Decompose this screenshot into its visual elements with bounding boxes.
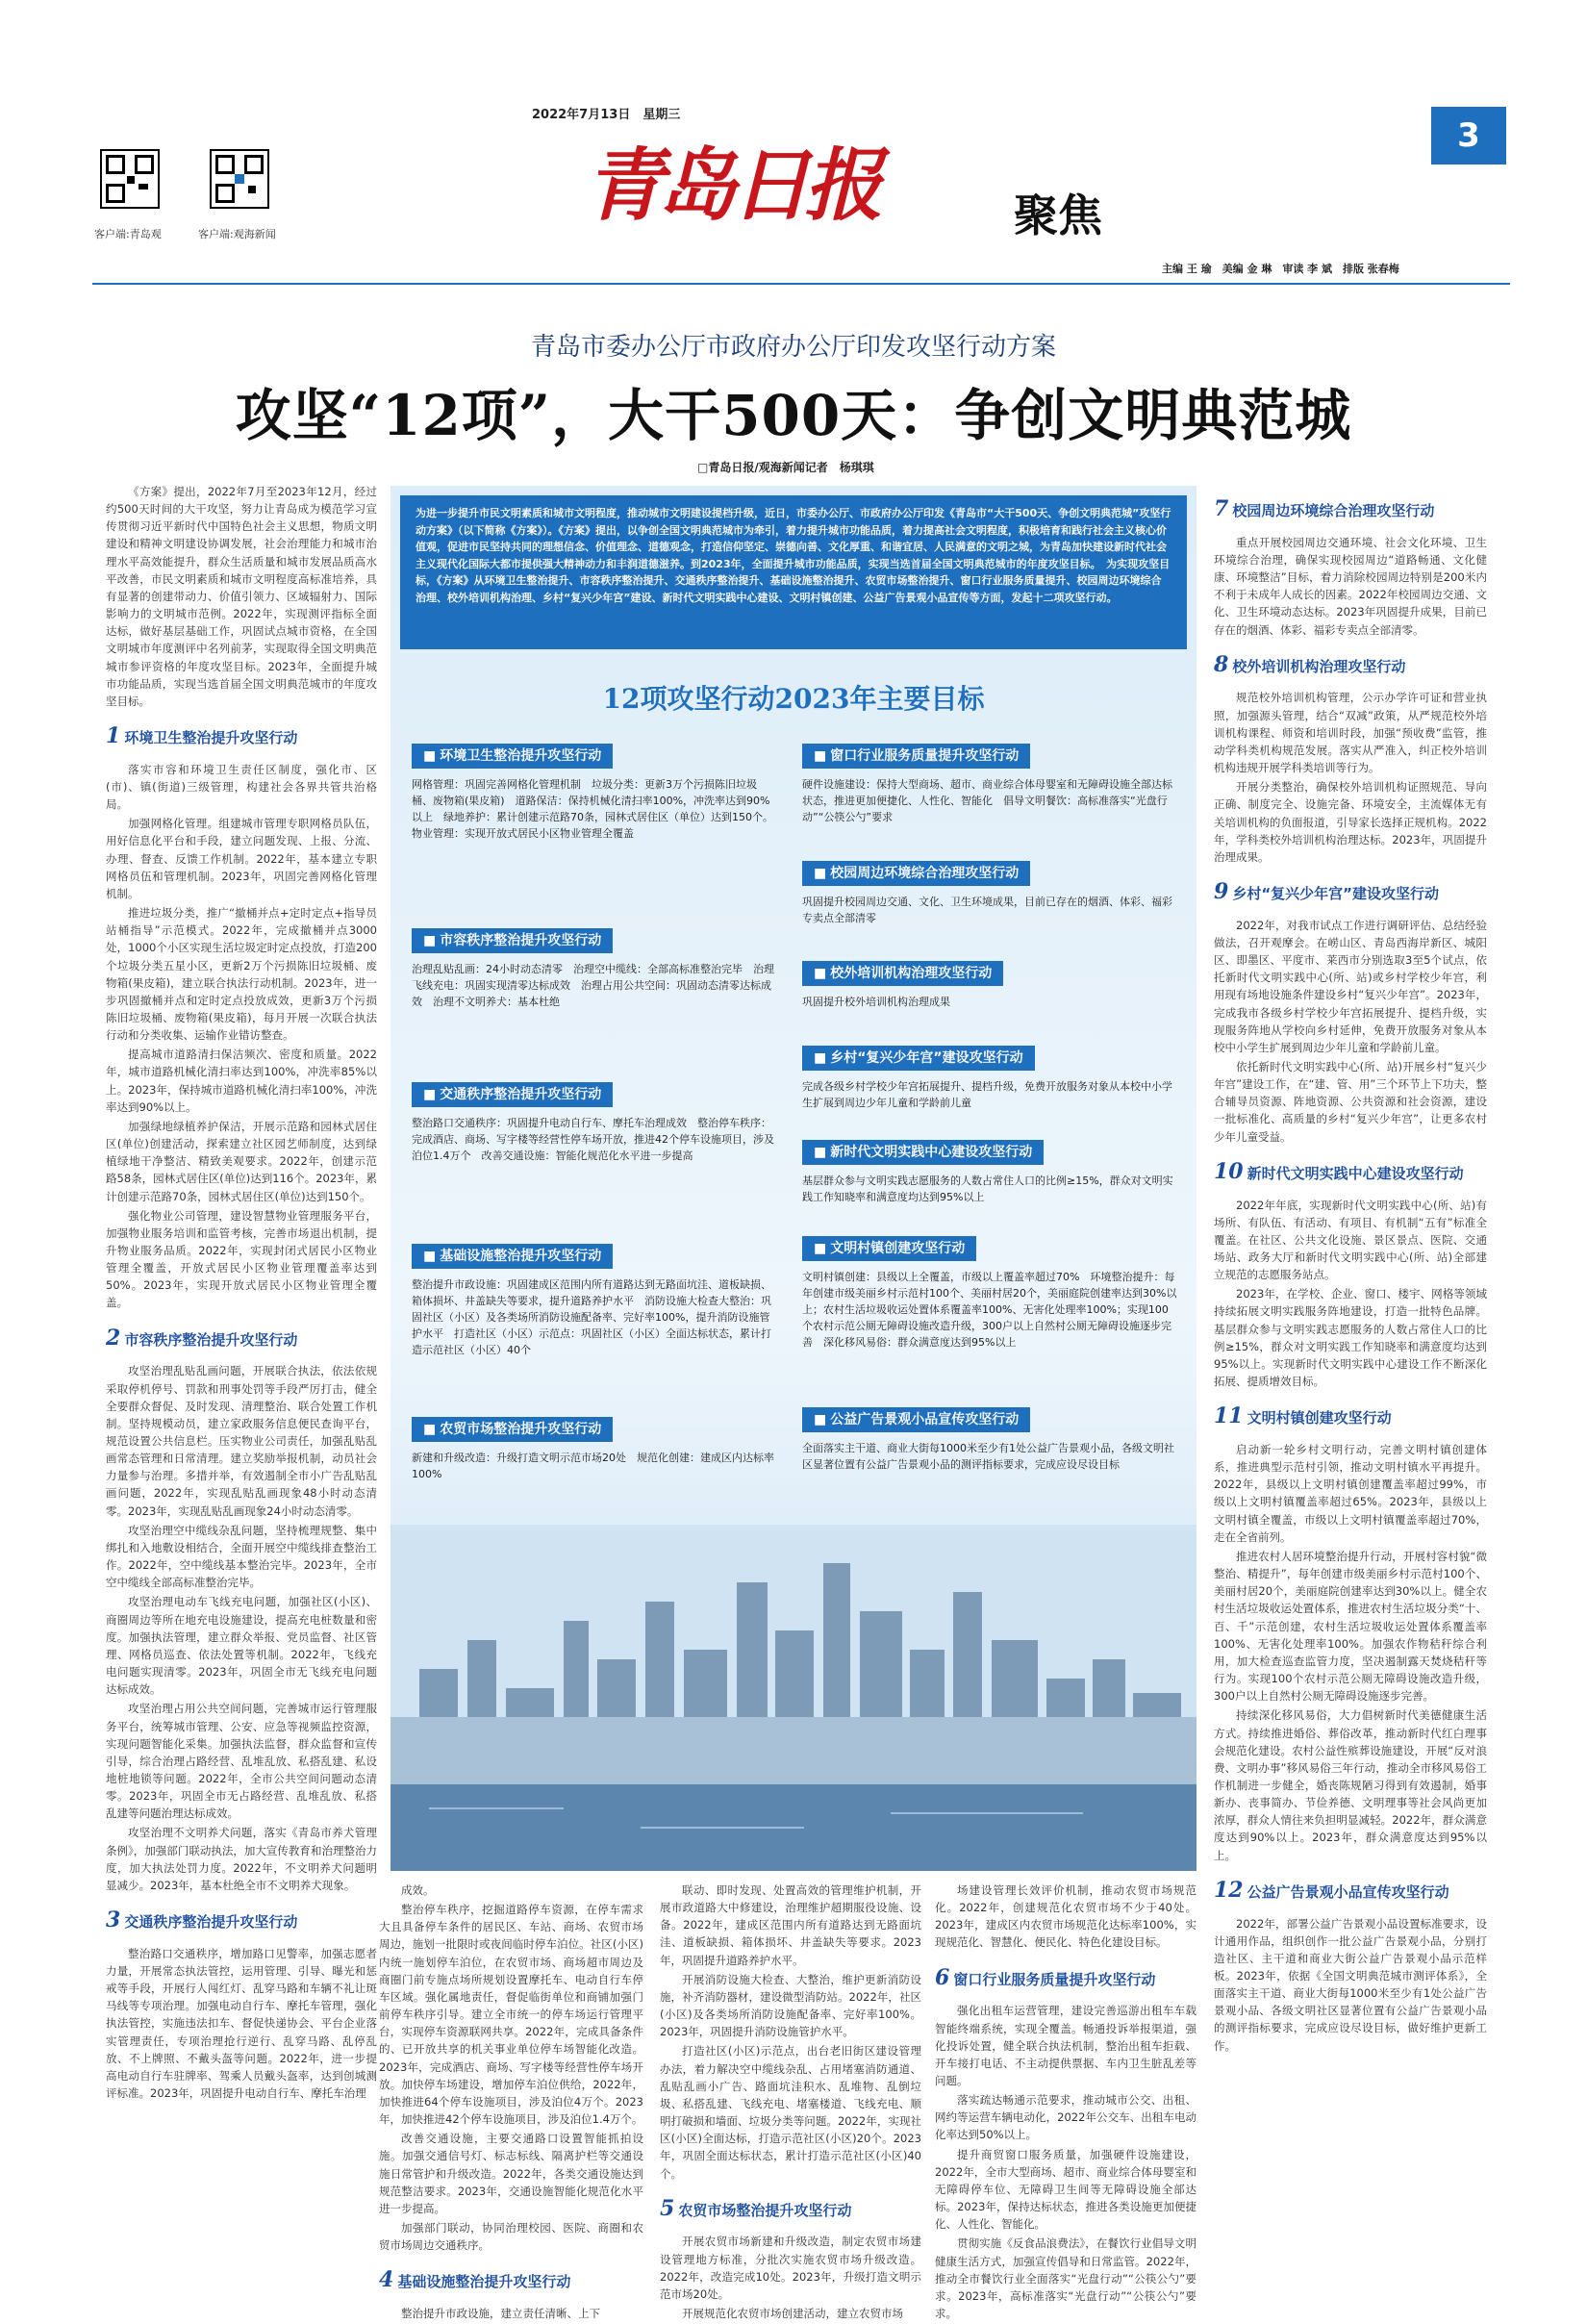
city-skyline-image [390, 1525, 1197, 1871]
s10-p1: 2022年年底，实现新时代文明实践中心(所、站)有场所、有队伍、有活动、有项目、有机制“五有”标准全覆盖。在社区、公共文化设施、景区景点、医院、交通场站、政务大厅和新时代文明实践中心(所、站)全部建立规范的志愿服务站点。 [1214, 1198, 1487, 1282]
section-3-heading: 3 交通秩序整治提升攻坚行动 [106, 1907, 298, 1933]
s6-p1: 强化出租车运营管理，建设完善巡游出租车车载智能终端系统，实现全覆盖。畅通投诉举报渠道，强化投诉处置，健全联合执法机制，整治出租车拒载、开车接打电话、不主动提供票据、车内卫生脏乱差等问题。 [935, 2004, 1197, 2087]
s10-p2: 2023年，在学校、企业、窗口、楼宇、网格等领域持续拓展文明实践服务阵地建设，打造一批特色品牌。基层群众参与文明实践志愿服务的人数占常住人口的比例≥15%，群众对文明实践工作知晓率和满意度均达到95%以上。实现新时代文明实践中心建设工作不断深化拓展、提质增效目标。 [1214, 1287, 1487, 1389]
s5-p1: 开展农贸市场新建和升级改造，制定农贸市场建设管理地方标准，分批次实施农贸市场升级改造。2022年，改造完成10处。2023年，升级打造文明示范市场20处。 [660, 2235, 921, 2301]
s2-p4: 攻坚治理占用公共空间问题，完善城市运行管理服务平台，统筹城市管理、公安、应急等视频监控资源，实现问题智能化采集。加强执法监督，群众监督和宣传引导，综合治理占路经营、乱堆乱放、私搭乱建、私设地桩地锁等问题。2022年，全市公共空间问题动态清零。2023年，巩固全市无占路经营、乱堆乱放、私搭乱建等问题治理达标成效。 [106, 1702, 377, 1821]
section-5-heading: 5 农贸市场整治提升攻坚行动 [660, 2195, 852, 2221]
box-r7-text: 全面落实主干道、商业大街每1000米至少有1处公益广告景观小品，各级文明社区显著位置有公益广告景观小品的测评指标要求，完成应设尽设目标 [802, 1442, 1174, 1472]
s2-p5: 攻坚治理不文明养犬问题，落实《青岛市养犬管理条例》，加强部门联动执法，加大宣传教育和治理整治力度，加大执法处罚力度。2022年，不文明养犬问题明显减少。2023年，基本杜绝全市不文明养犬现象。 [106, 1826, 377, 1892]
s4b-p1: 联动、即时发现、处置高效的管理维护机制，开展市政道路大中修建设，治理维护超期服役设施、设备。2022年，建成区范围内所有道路达到无路面坑洼、道板缺损、箱体损坏、井盖缺失等要求。2023年，巩固提升道路养护水平。 [660, 1883, 921, 1967]
qr-code-1[interactable] [100, 149, 160, 209]
box-r5-text: 基层群众参与文明实践志愿服务的人数占常住人口的比例≥15%，群众对文明实践工作知晓率和满意度均达到95%以上 [802, 1175, 1173, 1204]
section-name: 聚焦 [1014, 189, 1102, 241]
s9-p2: 依托新时代文明实践中心(所、站)开展乡村“复兴少年宫”建设工作，在“建、管、用”三个环节上下功夫，整合辅导员资源、阵地资源、公共资源和社会资源，建设一批标准化、高质量的乡村“复兴少年宫”，让更多农村少年儿童受益。 [1214, 1060, 1487, 1144]
lead-paragraph: 《方案》提出，2022年7月至2023年12月，经过约500天时间的大干攻坚，努力让青岛成为模范学习宣传贯彻习近平新时代中国特色社会主义思想，物质文明建设和精神文明建设协调发展，社会治理能力和城市治理水平高效能提升，群众生活质量和城市发展品质高水平改善，市民文明素质和城市文明程度高标准培养，具有显著的创建带动力、价值引领力、区域辐射力、国际影响力的文明城市范例。2022年，实现测评指标全面达标，做好基层基础工作，巩固试点城市资格，在全国文明城市年度测评中名列前茅，实现取得全国文明典范城市参评资格的年度攻坚目标。2023年，全面提升城市功能品质，实现当选首届全国文明典范城市的年度攻坚目标。 [106, 485, 377, 708]
s3b-p1: 成效。 [401, 1883, 435, 1897]
editor-credits: 主编 王 瑜 美编 金 琳 审读 李 斌 排版 张春梅 [1162, 263, 1399, 275]
section-1-heading: 1 环境卫生整治提升攻坚行动 [106, 723, 298, 749]
intro-text: 为进一步提升市民文明素质和城市文明程度，推动城市文明建设提档升级，近日，市委办公厅、市政府办公厅印发《青岛市“大干500天、争创文明典范城”攻坚行动方案》（以下简称《方案》）。《方案》提出，以争创全国文明典范城市为牵引，着力提升城市功能品质，着力提高社会文明程度，积极培育和践行社会主义核心价值观，促进市民坚持共同的理想信念、价值理念、道德观念，打造信仰坚定、崇德向善、文化厚重、和谐宜居、人民满意的文明之城，为青岛加快建设新时代社会主义现代化国际大都市提供强大精神动力和丰润道德滋养。到2023年，全面提升城市功能品质，实现当选首届全国文明典范城市的年度攻坚目标。 为实现攻坚目标，《方案》从环境卫生整治提升、市容秩序整治提升、交通秩序整治提升、基础设施整治提升、农贸市场整治提升、窗口行业服务质量提升、校园周边环境综合治理、校外培训机构治理、乡村“复兴少年宫”建设、新时代文明实践中心建设、文明村镇创建、公益广告景观小品宣传等方面，发起十二项攻坚行动。 [416, 507, 1171, 604]
section-4-heading: 4 基础设施整治提升攻坚行动 [379, 2267, 571, 2293]
s3b-p2: 整治停车秩序，挖掘道路停车资源，在停车需求大且具备停车条件的居民区、车站、商场、农贸市场周边，施划一批限时或夜间临时停车泊位。社区(小区)内统一施划停车泊位，在农贸市场、商场超市周边及商圈门前专施点场所规划设置摩托车、电动自行车停车区域。强化属地责任，督促临街单位和商铺加强门前停车秩序引导。建立全市统一的停车场运行管理平台，实现停车资源联网共享。2022年，完成具备条件的、已开放共享的机关事业单位停车场智能化改造。2023年，完成酒店、商场、写字楼等经营性停车场开放。加快停车场建设，增加停车泊位供给，2022年，加快推进64个停车设施项目，涉及泊位4万个。2023年，加快推进42个停车设施项目，涉及泊位1.4万个。 [379, 1903, 643, 2127]
section-8-heading: 8 校外培训机构治理攻坚行动 [1214, 651, 1406, 677]
box-r3-title: ■ 校外培训机构治理攻坚行动 [802, 961, 1003, 986]
box-l1-title: ■ 环境卫生整治提升攻坚行动 [412, 744, 613, 769]
s11-p3: 持续深化移风易俗，大力倡树新时代美德健康生活方式。持续推进婚俗、葬俗改革，推动新时代红白理事会规范化建设。农村公益性殡葬设施建设，开展“反对浪费、文明办事”移风易俗三年行动，推动全市移风易俗工作机制进一步健全，婚丧陈规陋习得到有效遏制，婚事新办、丧事简办、节俭养德、文明理事等社会风尚更加浓厚，群众人情往来负担明显减轻。2022年，群众满意度达到90%以上。2023年，群众满意度达到95%以上。 [1214, 1708, 1487, 1862]
s1-p4: 提高城市道路清扫保洁频次、密度和质量。2022年，城市道路机械化清扫率达到100%，冲洗率85%以上。2023年，保持城市道路机械化清扫率100%，冲洗率达到90%以上。 [106, 1048, 377, 1114]
left-column [106, 483, 377, 2104]
s1-p5: 加强绿地绿植养护保洁，开展示范路和园林式居住区(单位)创建活动，探索建立社区园艺师制度，达到绿植绿地干净整洁、精致美观要求。2022年，创建示范路58条，园林式居住区(单位)达到116个。2023年，累计创建示范路70条，园林式居住区(单位)达到150个。 [106, 1119, 377, 1203]
box-l4-text: 整治提升市政设施：巩固建成区范围内所有道路达到无路面坑洼、道板缺损、箱体损坏、井盖缺失等要求，提升道路养护水平 消防设施大检查大整治：巩固社区（小区）及各类场所消防设施配备率、完好率100%，提升消防设施管护水平 打造社区（小区）示范点：巩固社区（小区）全面达标状态，累计打造示范社区（小区）40个 [412, 1278, 771, 1357]
header-rule [92, 283, 1510, 285]
box-l3-text: 整治路口交通秩序：巩固提升电动自行车、摩托车治理成效 整治停车秩序：完成酒店、商场、写字楼等经营性停车场开放，推进42个停车设施项目，涉及泊位1.4万个 改善交通设施：智能化规范化水平进一步提高 [412, 1117, 774, 1163]
s6-p3: 提升商贸窗口服务质量，加强硬件设施建设，2022年，全市大型商场、超市、商业综合体母婴室和无障碍停车位、无障碍卫生间等无障碍设施全部达标。2023年，保持达标状态，推进各类设施更加便捷化、人性化、智能化。 [935, 2147, 1197, 2232]
s3b-p4: 加强部门联动，协同治理校园、医院、商圈和农贸市场周边交通秩序。 [379, 2220, 643, 2253]
s11-p1: 启动新一轮乡村文明行动，完善文明村镇创建体系，推进典型示范村引领，推动文明村镇水平再提升。2022年，县级以上文明村镇创建覆盖率超过99%，市级以上文明村镇覆盖率超过65%。2023年，县级以上文明村镇全覆盖，市级以上文明村镇覆盖率超过70%，走在全省前列。 [1214, 1443, 1487, 1544]
box-l3-title: ■ 交通秩序整治提升攻坚行动 [412, 1082, 613, 1107]
box-r5-title: ■ 新时代文明实践中心建设攻坚行动 [802, 1140, 1044, 1165]
box-r7-title: ■ 公益广告景观小品宣传攻坚行动 [802, 1407, 1030, 1432]
s5b-p1: 场建设管理长效评价机制，推动农贸市场规范化。2022年，创建规范化农贸市场不少于40处。2023年，建成区内农贸市场规范化达标率100%，实现规范化、智慧化、便民化、特色化建设目标。 [935, 1883, 1197, 1950]
s1-p2: 加强网格化管理。组建城市管理专职网格员队伍，用好信息化平台和手段，建立问题发现、上报、分流、办理、督查、反馈工作机制。2022年，基本建立专职网格员伍和管理机制。2023年，巩固完善网格化管理机制。 [106, 817, 377, 900]
s4b-p2: 开展消防设施大检查、大整治，维护更新消防设施，补齐消防器材，建设微型消防站。2022年，社区(小区)及各类场所消防设施配备率、完好率100%。2023年，巩固提升消防设施管护水平。 [660, 1972, 921, 2039]
box-l5-text: 新建和升级改造：升级打造文明示范市场20处 规范化创建：建成区内达标率100% [412, 1452, 774, 1481]
s11-p2: 推进农村人居环境整治提升行动，开展村容村貌“微整治、精提升”，每年创建市级美丽乡村示范村100个、美丽村居20个，美丽庭院创建率达到30%以上。健全农村生活垃圾收运处置体系，推进农村生活垃圾分类“十、百、千”示范创建，农村生活垃圾收运处置体系覆盖率100%、无害化处理率100%。加强农作物秸秆综合利用，加大检查巡查监管力度，坚决遏制露天焚烧秸秆等行为。实现100个农村示范公厕无障碍设施改造升级，300户以上自然村公厕无障碍设施逐步完善。 [1214, 1549, 1487, 1704]
box-r2-title: ■ 校园周边环境综合治理攻坚行动 [802, 861, 1030, 886]
box-r1-text: 硬件设施建设：保持大型商场、超市、商业综合体母婴室和无障碍设施全部达标状态，推进更加便捷化、人性化、智能化 倡导文明餐饮：高标准落实“光盘行动”“公筷公勺”要求 [802, 778, 1172, 824]
qr-caption-2: 客户端:观海新闻 [198, 228, 276, 240]
center-col-2 [660, 1882, 921, 2324]
page-number: 3 [1457, 116, 1480, 155]
s1-p6: 强化物业公司管理，建设智慧物业管理服务平台，加强物业服务培训和监管考核，完善市场退出机制，提升物业服务品质。2022年，实现封闭式居民小区物业管理全覆盖，开放式居民小区物业管理覆盖率达到50%。2023年，实现开放式居民小区物业管理全覆盖。 [106, 1208, 377, 1310]
masthead-logo: 青岛日报 [585, 139, 877, 232]
s1-p1: 落实市容和环境卫生责任区制度，强化市、区(市)、镇(街道)三级管理，构建社会各界共管共治格局。 [106, 762, 377, 812]
issue-date: 2022年7月13日 星期三 [532, 108, 681, 122]
center-col-3 [935, 1882, 1197, 2324]
section-2-heading: 2 市容秩序整治提升攻坚行动 [106, 1325, 298, 1351]
box-l4-title: ■ 基础设施整治提升攻坚行动 [412, 1244, 613, 1269]
box-r4-title: ■ 乡村“复兴少年宫”建设攻坚行动 [802, 1046, 1035, 1071]
box-r4-text: 完成各级乡村学校少年宫拓展提升、提档升级，免费开放服务对象从本校中小学生扩展到周边少年儿童和学龄前儿童 [802, 1080, 1172, 1110]
byline: □青岛日报/观海新闻记者 杨琪琪 [697, 461, 874, 474]
s6-p4: 贯彻实施《反食品浪费法》，在餐饮行业倡导文明健康生活方式，加强宣传倡导和日常监管。2022年，推动全市餐饮行业全面落实“光盘行动”“公筷公勺”要求。2023年，高标准落实“光盘行动”“公筷公勺”要求。 [935, 2236, 1197, 2321]
s8-p1: 规范校外培训机构管理，公示办学许可证和营业执照，加强源头管理，结合“双减”政策，从严规范校外培训机构课程、师资和培训时段，加强“预收费”监管，推动学科类机构规范发展。落实从严准入，纠正校外培训机构违规开展学科类培训等行为。 [1214, 691, 1487, 775]
s3-p1: 整治路口交通秩序，增加路口见警率，加强志愿者力量，开展常态执法管控，运用管理、引导、曝光和惩戒等手段，开展行人闯红灯、乱穿马路和车辆不礼让斑马线等专项治理。加强电动自行车、摩托车管理，强化执法管控，实施违法扣车、督促快递协会、平台企业落实管理责任，专项治理抢行逆行、乱穿马路、乱停乱放、不上牌照、不戴头盔等问题。2022年，进一步提高电动自行车驻牌率、驾乘人员戴头盔率，达到创城测评标准。2023年，巩固提升电动自行车、摩托车治理 [106, 1946, 377, 2101]
s12-p1: 2022年，部署公益广告景观小品设置标准要求，设计通用作品，组织创作一批公益广告景观小品，分别打造社区、主干道和商业大街公益广告景观小品示范样板。2023年，依据《全国文明典范城市测评体系》，全面落实主干道、商业大街每1000米至少有1处公益广告景观小品、各级文明社区显著位置有公益广告景观小品的测评指标要求，完成应设尽设目标，做好维护更新工作。 [1214, 1916, 1487, 2053]
s8-p2: 开展分类整治，确保校外培训机构证照规范、导向正确、制度完全、设施完备、环境安全，主流媒体无有关培训机构的负面报道，引导家长选择正规机构。2022年，学科类校外培训机构治理达标。2023年，巩固提升治理成果。 [1214, 780, 1487, 864]
s2-p3: 攻坚治理电动车飞线充电问题，加强社区(小区)、商圈周边等所在地充电设施建设，提高充电桩数量和密度。加强执法管理，建立群众举报、党员监督、社区管理、网格员巡查、依法处置等机制。2022年，飞线充电问题实现清零。2023年，巩固全市无飞线充电问题达标成效。 [106, 1595, 377, 1697]
s9-p1: 2022年，对我市试点工作进行调研评估、总结经验做法，召开观摩会。在崂山区、青岛西海岸新区、城阳区、即墨区、平度市、莱西市分别选取3至5个试点，依托新时代文明实践中心(所、站)或乡村学校少年宫，利用现有场地设施条件建设乡村“复兴少年宫”。2023年，完成我市各级乡村学校少年宫拓展提升、提档升级，实现服务阵地从学校向乡村延伸，免费开放服务对象从本校中小学生扩展到周边少年儿童和学龄前儿童。 [1214, 918, 1487, 1054]
s5-p2: 开展规范化农贸市场创建活动，建立农贸市场 [682, 2307, 903, 2321]
box-l2-title: ■ 市容秩序整治提升攻坚行动 [412, 928, 613, 953]
box-r3-text: 巩固提升校外培训机构治理成果 [802, 996, 950, 1008]
box-r6-title: ■ 文明村镇创建攻坚行动 [802, 1236, 976, 1261]
qr-code-2[interactable] [210, 149, 269, 209]
box-r1-title: ■ 窗口行业服务质量提升攻坚行动 [802, 744, 1030, 769]
center-col-1 [379, 1882, 643, 2324]
s3b-p3: 改善交通设施，主要交通路口设置智能抓拍设施。加强交通信号灯、标志标线、隔离护栏等交通设施日常管护和升级改造。2022年，各类交通设施达到规范整洁要求。2023年，交通设施智能化规范化水平进一步提高。 [379, 2132, 643, 2215]
section-10-heading: 10 新时代文明实践中心建设攻坚行动 [1214, 1158, 1464, 1184]
s2-p1: 攻坚治理乱贴乱画问题，开展联合执法，依法依规采取停机停号、罚款和刑事处罚等手段严厉打击，健全全要群众督促、及时发现、清理整治、联合处置工作机制。坚持规模动员，建立家政服务信息便民查询平台，规范设置公共信息栏。压实物业公司责任，加强乱贴乱画常态管理和日常清理。建立奖励举报机制，动员社会力量参与治理。多措并举，有效遏制全市小广告乱贴乱画问题，2022年，实现乱贴乱画现象48小时动态清零。2023年，实现乱贴乱画现象24小时动态清零。 [106, 1364, 377, 1518]
intro-box [400, 495, 1187, 649]
s4b-p3: 打造社区(小区)示范点，出台老旧街区建设管理办法，着力解决空中缆线杂乱、占用堵塞消防通道、乱贴乱画小广告、路面坑洼积水、乱堆物、乱倒垃圾、私搭乱建、飞线充电、堵塞楼道、飞线充电、顺明打破损和墙面、垃圾分类等问题。2022年，实现社区(小区)全面达标，打造示范社区(小区)20个。2023年，巩固全面达标状态，累计打造示范社区(小区)40个。 [660, 2044, 921, 2181]
box-l2-text: 治理乱贴乱画：24小时动态清零 治理空中缆线：全部高标准整治完毕 治理飞线充电：巩固实现清零达标成效 治理占用公共空间：巩固动态清零达标成效 治理不文明养犬：基本杜绝 [412, 963, 774, 1009]
section-6-heading: 6 窗口行业服务质量提升攻坚行动 [935, 1964, 1156, 1990]
s2-p2: 攻坚治理空中缆线杂乱问题，坚持梳理规整、集中绑扎和入地敷设相结合，全面开展空中缆线排查整治工作。2022年，空中缆线基本整治完毕。2023年，全市空中缆线全部高标准整治完毕。 [106, 1523, 377, 1590]
headline-kicker: 青岛市委办公厅市政府办公厅印发攻坚行动方案 [530, 333, 1056, 362]
box-r2-text: 巩固提升校园周边交通、文化、卫生环境成果，目前已存在的烟酒、体彩、福彩专卖点全部清零 [802, 896, 1172, 925]
s7-p1: 重点开展校园周边交通环境、社会文化环境、卫生环境综合治理，确保实现校园周边“道路畅通、文化健康、环境整洁”目标，着力消除校园周边特别是200米内不利于未成年人成长的因素。2022年校园周边交通、文化、卫生环境动态达标。2023年巩固提升成果，目前已存在的烟酒、体彩、福彩专卖点全部清零。 [1214, 535, 1487, 637]
section-11-heading: 11 文明村镇创建攻坚行动 [1214, 1403, 1392, 1429]
headline-title: 攻坚“12项”，大干500天：争创文明典范城 [235, 383, 1352, 448]
s6-p2: 落实疏达畅通示范要求，推动城市公交、出租、网约等运营车辆电动化，2022年公交车、出租车电动化率达到50%以上。 [935, 2093, 1197, 2142]
section-9-heading: 9 乡村“复兴少年宫”建设攻坚行动 [1214, 879, 1440, 904]
page-number-badge [1431, 107, 1506, 164]
s1-p3: 推进垃圾分类，推广“撤桶并点+定时定点+指导员站桶指导”示范模式。2022年，完成撤桶并点3000处，1000个小区实现生活垃圾定时定点投放，打造200个垃圾分类五星小区，更新2万个污损陈旧垃圾桶、废物箱(果皮箱)，建立联合执法行动机制。2023年，进一步巩固撤桶并点和定时定点投放成效，更新3万个污损陈旧垃圾桶、废物箱(果皮箱)，每月开展一次联合执法行动和分类收集、运输作业错访整查。 [106, 906, 377, 1043]
s4-p1: 整治提升市政设施，建立责任清晰、上下 [401, 2307, 600, 2321]
section-12-heading: 12 公益广告景观小品宣传攻坚行动 [1214, 1877, 1449, 1903]
section-7-heading: 7 校园周边环境综合治理攻坚行动 [1214, 496, 1435, 521]
infographic-title: 12项攻坚行动2023年主要目标 [602, 683, 985, 715]
box-l1-text: 网格管理：巩固完善网格化管理机制 垃圾分类：更新3万个污损陈旧垃圾桶、废物箱(果皮箱) 道路保洁：保持机械化清扫率100%，冲洗率达到90%以上 绿地养护：累计创建示范路70条，园林式居住区（单位）达到150个。 物业管理：实现开放式居民小区物业管理全覆盖 [412, 778, 779, 841]
infographic-panel [390, 486, 1197, 1871]
qr-caption-1: 客户端:青岛观 [94, 228, 162, 240]
right-column [1214, 493, 1487, 2057]
box-r6-text: 文明村镇创建：县级以上全覆盖，市级以上覆盖率超过70% 环境整治提升：每年创建市级美丽乡村示范村100个、美丽村居20个，美丽庭院创建率达到30%以上；农村生活垃圾收运处置体系覆盖率100%、无害化处理率100%；实现100个农村示范公厕无障碍设施改造升级，300户以上自然村公厕无障碍设施逐步完善 深化移风易俗：群众满意度达到95%以上 [802, 1271, 1177, 1350]
box-l5-title: ■ 农贸市场整治提升攻坚行动 [412, 1417, 613, 1442]
